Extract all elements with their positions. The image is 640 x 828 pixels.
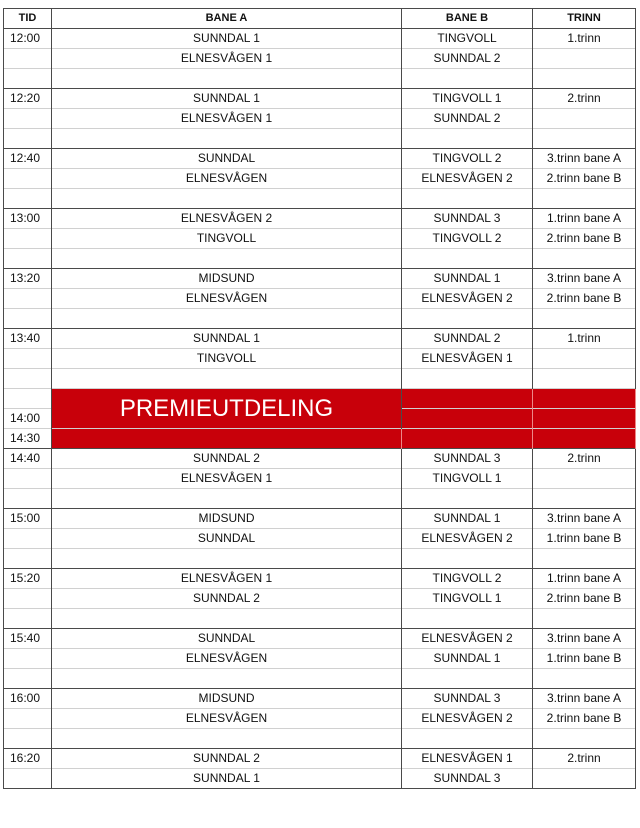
time-cell <box>4 469 52 489</box>
time-cell <box>4 249 52 269</box>
bane-a-cell: ELNESVÅGEN <box>52 289 402 309</box>
bane-b-cell: ELNESVÅGEN 2 <box>402 169 533 189</box>
spacer-row <box>4 549 636 569</box>
trinn-cell: 2.trinn bane B <box>533 709 636 729</box>
bane-a-cell: SUNNDAL 2 <box>52 589 402 609</box>
bane-b-cell: SUNNDAL 3 <box>402 689 533 709</box>
trinn-cell: 3.trinn bane A <box>533 629 636 649</box>
trinn-cell: 3.trinn bane A <box>533 509 636 529</box>
header-bane-b: BANE B <box>402 9 533 29</box>
bane-b-cell <box>402 669 533 689</box>
time-cell <box>4 769 52 789</box>
bane-a-cell <box>52 129 402 149</box>
bane-b-cell <box>402 189 533 209</box>
spacer-row <box>4 249 636 269</box>
bane-a-cell: TINGVOLL <box>52 349 402 369</box>
bane-b-cell: SUNNDAL 2 <box>402 49 533 69</box>
time-cell <box>4 589 52 609</box>
bane-b-cell: SUNNDAL 1 <box>402 269 533 289</box>
bane-b-cell: ELNESVÅGEN 2 <box>402 709 533 729</box>
trinn-cell: 1.trinn bane B <box>533 529 636 549</box>
trinn-cell <box>533 469 636 489</box>
bane-a-cell: SUNNDAL 1 <box>52 29 402 49</box>
prize-section <box>4 389 636 449</box>
bane-a-cell <box>52 549 402 569</box>
bane-a-cell: SUNNDAL 2 <box>52 449 402 469</box>
bane-b-cell <box>402 549 533 569</box>
table-row <box>4 589 636 609</box>
bane-b-cell: TINGVOLL 2 <box>402 229 533 249</box>
table-row <box>4 209 636 229</box>
time-cell <box>4 289 52 309</box>
schedule-body-after <box>4 449 636 789</box>
bane-a-cell: ELNESVÅGEN <box>52 169 402 189</box>
bane-a-cell: SUNNDAL <box>52 149 402 169</box>
table-row <box>4 569 636 589</box>
trinn-cell <box>533 309 636 329</box>
trinn-cell: 2.trinn <box>533 89 636 109</box>
bane-b-cell <box>402 129 533 149</box>
trinn-cell <box>533 489 636 509</box>
time-cell: 12:20 <box>4 89 52 109</box>
trinn-cell: 1.trinn bane A <box>533 209 636 229</box>
time-cell <box>4 729 52 749</box>
trinn-cell: 1.trinn bane B <box>533 649 636 669</box>
prize-time-start: 14:00 <box>4 409 52 429</box>
bane-a-cell <box>52 309 402 329</box>
header-trinn: TRINN <box>533 9 636 29</box>
time-cell <box>4 69 52 89</box>
trinn-cell: 2.trinn <box>533 449 636 469</box>
time-cell <box>4 229 52 249</box>
table-row <box>4 709 636 729</box>
bane-b-cell: SUNNDAL 2 <box>402 109 533 129</box>
trinn-cell <box>533 549 636 569</box>
time-cell: 13:20 <box>4 269 52 289</box>
trinn-cell <box>533 109 636 129</box>
bane-b-cell: SUNNDAL 1 <box>402 649 533 669</box>
bane-a-cell <box>52 249 402 269</box>
table-row <box>4 449 636 469</box>
bane-b-cell: TINGVOLL <box>402 29 533 49</box>
header-bane-a: BANE A <box>52 9 402 29</box>
schedule-table <box>3 8 636 789</box>
trinn-cell <box>533 349 636 369</box>
bane-a-cell: ELNESVÅGEN 1 <box>52 469 402 489</box>
prize-row-1 <box>4 389 636 409</box>
bane-a-cell <box>52 69 402 89</box>
bane-a-cell: SUNNDAL 2 <box>52 749 402 769</box>
bane-b-cell: SUNNDAL 1 <box>402 509 533 529</box>
trinn-cell <box>533 669 636 689</box>
spacer-row <box>4 369 636 389</box>
spacer-row <box>4 669 636 689</box>
bane-a-cell: ELNESVÅGEN 2 <box>52 209 402 229</box>
trinn-cell: 3.trinn bane A <box>533 269 636 289</box>
trinn-cell: 3.trinn bane A <box>533 689 636 709</box>
table-row <box>4 469 636 489</box>
table-row <box>4 169 636 189</box>
bane-b-cell: ELNESVÅGEN 2 <box>402 629 533 649</box>
trinn-cell <box>533 189 636 209</box>
trinn-cell: 2.trinn <box>533 749 636 769</box>
time-cell <box>4 529 52 549</box>
spacer-row <box>4 129 636 149</box>
bane-a-cell: TINGVOLL <box>52 229 402 249</box>
trinn-cell <box>533 129 636 149</box>
table-row <box>4 629 636 649</box>
time-cell <box>4 49 52 69</box>
bane-b-cell: SUNNDAL 2 <box>402 329 533 349</box>
spacer-row <box>4 729 636 749</box>
bane-a-cell: ELNESVÅGEN 1 <box>52 569 402 589</box>
trinn-cell: 2.trinn bane B <box>533 169 636 189</box>
trinn-cell: 3.trinn bane A <box>533 149 636 169</box>
time-cell <box>4 709 52 729</box>
bane-a-cell: SUNNDAL 1 <box>52 329 402 349</box>
trinn-cell: 1.trinn <box>533 329 636 349</box>
prize-label: PREMIEUTDELING <box>119 395 334 422</box>
bane-a-cell: SUNNDAL <box>52 529 402 549</box>
bane-a-cell: ELNESVÅGEN <box>52 709 402 729</box>
table-row <box>4 769 636 789</box>
table-row <box>4 529 636 549</box>
table-row <box>4 109 636 129</box>
table-row <box>4 89 636 109</box>
spacer-row <box>4 609 636 629</box>
bane-b-cell <box>402 249 533 269</box>
table-row <box>4 329 636 349</box>
spacer-row <box>4 309 636 329</box>
prize-row-3 <box>4 429 636 449</box>
spacer-row <box>4 189 636 209</box>
trinn-cell <box>533 249 636 269</box>
table-row <box>4 289 636 309</box>
time-cell <box>4 369 52 389</box>
bane-a-cell: MIDSUND <box>52 509 402 529</box>
table-row <box>4 49 636 69</box>
trinn-cell: 2.trinn bane B <box>533 589 636 609</box>
bane-b-cell <box>402 69 533 89</box>
time-cell <box>4 309 52 329</box>
bane-a-cell: SUNNDAL 1 <box>52 769 402 789</box>
bane-a-cell <box>52 489 402 509</box>
header-tid: TID <box>4 9 52 29</box>
bane-b-cell: SUNNDAL 3 <box>402 209 533 229</box>
time-cell: 12:00 <box>4 29 52 49</box>
time-cell <box>4 349 52 369</box>
time-cell <box>4 609 52 629</box>
bane-a-cell: ELNESVÅGEN 1 <box>52 49 402 69</box>
time-cell <box>4 169 52 189</box>
trinn-cell: 1.trinn <box>533 29 636 49</box>
bane-a-cell: SUNNDAL 1 <box>52 89 402 109</box>
time-cell <box>4 669 52 689</box>
bane-b-cell: ELNESVÅGEN 2 <box>402 289 533 309</box>
bane-b-cell: ELNESVÅGEN 2 <box>402 529 533 549</box>
bane-b-cell <box>402 309 533 329</box>
bane-a-cell: ELNESVÅGEN <box>52 649 402 669</box>
table-row <box>4 509 636 529</box>
bane-a-cell: ELNESVÅGEN 1 <box>52 109 402 129</box>
bane-a-cell <box>52 729 402 749</box>
trinn-cell: 2.trinn bane B <box>533 289 636 309</box>
bane-b-cell: ELNESVÅGEN 1 <box>402 349 533 369</box>
bane-b-cell: SUNNDAL 3 <box>402 769 533 789</box>
bane-a-cell <box>52 369 402 389</box>
spacer-row <box>4 69 636 89</box>
bane-b-cell: ELNESVÅGEN 1 <box>402 749 533 769</box>
bane-b-cell: TINGVOLL 2 <box>402 569 533 589</box>
table-row <box>4 269 636 289</box>
header-row <box>4 9 636 29</box>
time-cell <box>4 649 52 669</box>
trinn-cell <box>533 729 636 749</box>
bane-a-cell: MIDSUND <box>52 269 402 289</box>
trinn-cell <box>533 769 636 789</box>
time-cell: 15:40 <box>4 629 52 649</box>
prize-banner <box>52 389 402 429</box>
bane-b-cell: SUNNDAL 3 <box>402 449 533 469</box>
table-row <box>4 149 636 169</box>
time-cell: 12:40 <box>4 149 52 169</box>
bane-b-cell: TINGVOLL 1 <box>402 89 533 109</box>
trinn-cell <box>533 369 636 389</box>
bane-a-cell: SUNNDAL <box>52 629 402 649</box>
trinn-cell <box>533 609 636 629</box>
time-cell <box>4 489 52 509</box>
time-cell: 13:00 <box>4 209 52 229</box>
time-cell <box>4 129 52 149</box>
spacer-row <box>4 489 636 509</box>
bane-a-cell <box>52 609 402 629</box>
time-cell: 14:40 <box>4 449 52 469</box>
table-row <box>4 29 636 49</box>
bane-b-cell <box>402 489 533 509</box>
trinn-cell <box>533 49 636 69</box>
bane-b-cell: TINGVOLL 1 <box>402 589 533 609</box>
time-cell <box>4 189 52 209</box>
bane-b-cell: TINGVOLL 1 <box>402 469 533 489</box>
time-cell <box>4 109 52 129</box>
table-row <box>4 229 636 249</box>
trinn-cell <box>533 69 636 89</box>
time-cell: 15:00 <box>4 509 52 529</box>
bane-a-cell <box>52 669 402 689</box>
trinn-cell: 1.trinn bane A <box>533 569 636 589</box>
time-cell <box>4 549 52 569</box>
prize-time-end: 14:30 <box>4 429 52 449</box>
bane-a-cell <box>52 189 402 209</box>
trinn-cell: 2.trinn bane B <box>533 229 636 249</box>
table-row <box>4 349 636 369</box>
time-cell: 16:20 <box>4 749 52 769</box>
time-cell: 16:00 <box>4 689 52 709</box>
time-cell: 13:40 <box>4 329 52 349</box>
bane-a-cell: MIDSUND <box>52 689 402 709</box>
bane-b-cell <box>402 729 533 749</box>
bane-b-cell: TINGVOLL 2 <box>402 149 533 169</box>
time-cell: 15:20 <box>4 569 52 589</box>
bane-b-cell <box>402 369 533 389</box>
table-row <box>4 649 636 669</box>
schedule-body-before <box>4 29 636 389</box>
table-row <box>4 689 636 709</box>
table-row <box>4 749 636 769</box>
bane-b-cell <box>402 609 533 629</box>
